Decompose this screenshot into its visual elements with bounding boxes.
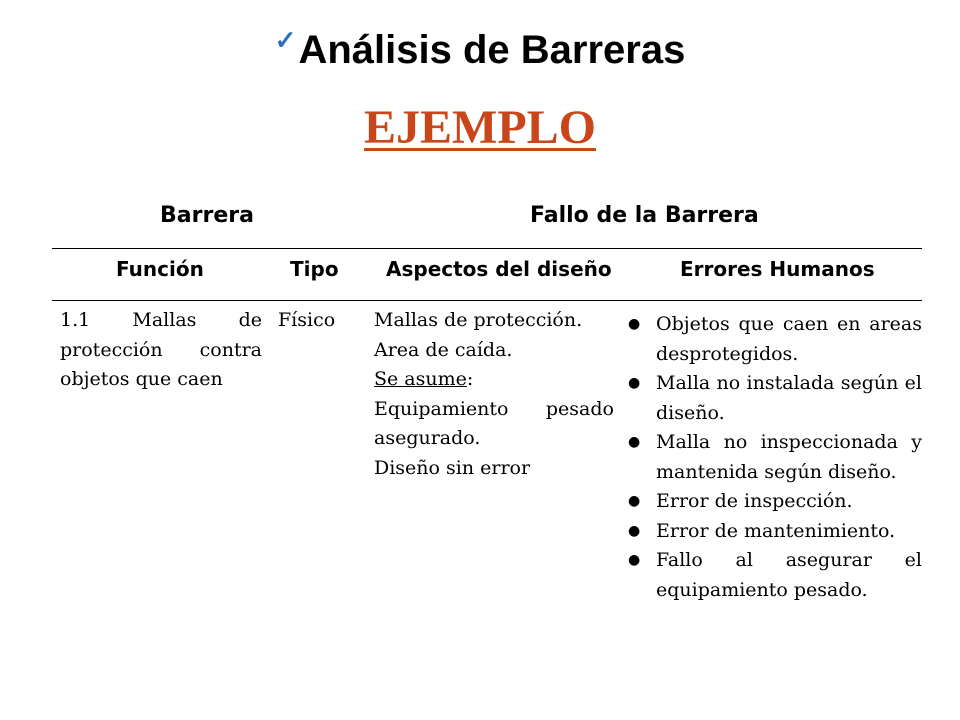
list-item <box>628 517 922 547</box>
cell-function: 1.1 Mallas de protección contra objetos que caen <box>60 309 262 390</box>
column-header-type: Tipo <box>290 257 339 281</box>
column-header-function: Función <box>116 257 204 281</box>
table-top-rule <box>52 248 922 249</box>
group-header-failure: Fallo de la Barrera <box>530 203 759 228</box>
design-assume-line <box>374 365 614 395</box>
list-item <box>628 369 922 428</box>
bullet-icon: ● <box>628 522 641 539</box>
human-errors-list <box>628 310 922 605</box>
example-heading: EJEMPLO <box>363 101 596 154</box>
cell-human-errors <box>628 310 922 605</box>
bullet-icon: ● <box>628 434 641 450</box>
assume-label: Se asume <box>374 368 467 390</box>
error-text: Malla no inspeccionada y mantenida según diseño. <box>656 431 922 483</box>
design-line: Area de caída. <box>374 338 513 361</box>
list-item <box>628 428 922 487</box>
design-line: Equipamiento pesado asegurado. <box>374 397 614 449</box>
bullet-icon: ● <box>628 552 641 568</box>
page-title: Análisis de Barreras <box>298 28 686 72</box>
assume-colon: : <box>466 368 474 390</box>
bullet-icon: ● <box>628 493 641 509</box>
table-header-rule <box>52 300 922 301</box>
error-text: Objetos que caen en areas desprotegidos. <box>656 313 922 365</box>
list-item <box>628 310 922 369</box>
error-text: Malla no instalada según el diseño. <box>656 372 922 424</box>
page-title-row <box>0 14 960 76</box>
error-text: Error de inspección. <box>656 490 853 512</box>
column-header-human-errors: Errores Humanos <box>680 257 875 281</box>
bullet-icon: ● <box>628 316 641 332</box>
checkmark-icon: ✓ <box>274 25 297 55</box>
cell-type: Físico <box>278 309 336 331</box>
bullet-icon: ● <box>628 375 641 391</box>
list-item <box>628 546 922 605</box>
error-text: Error de mantenimiento. <box>656 519 896 542</box>
column-header-design: Aspectos del diseño <box>386 257 612 281</box>
design-line: Diseño sin error <box>374 456 531 479</box>
error-text: Fallo al asegurar el equipamiento pesado. <box>656 549 922 601</box>
list-item <box>628 487 922 517</box>
group-header-barrier: Barrera <box>160 203 254 228</box>
design-line: Mallas de protección. <box>374 309 583 331</box>
cell-design <box>374 306 614 483</box>
